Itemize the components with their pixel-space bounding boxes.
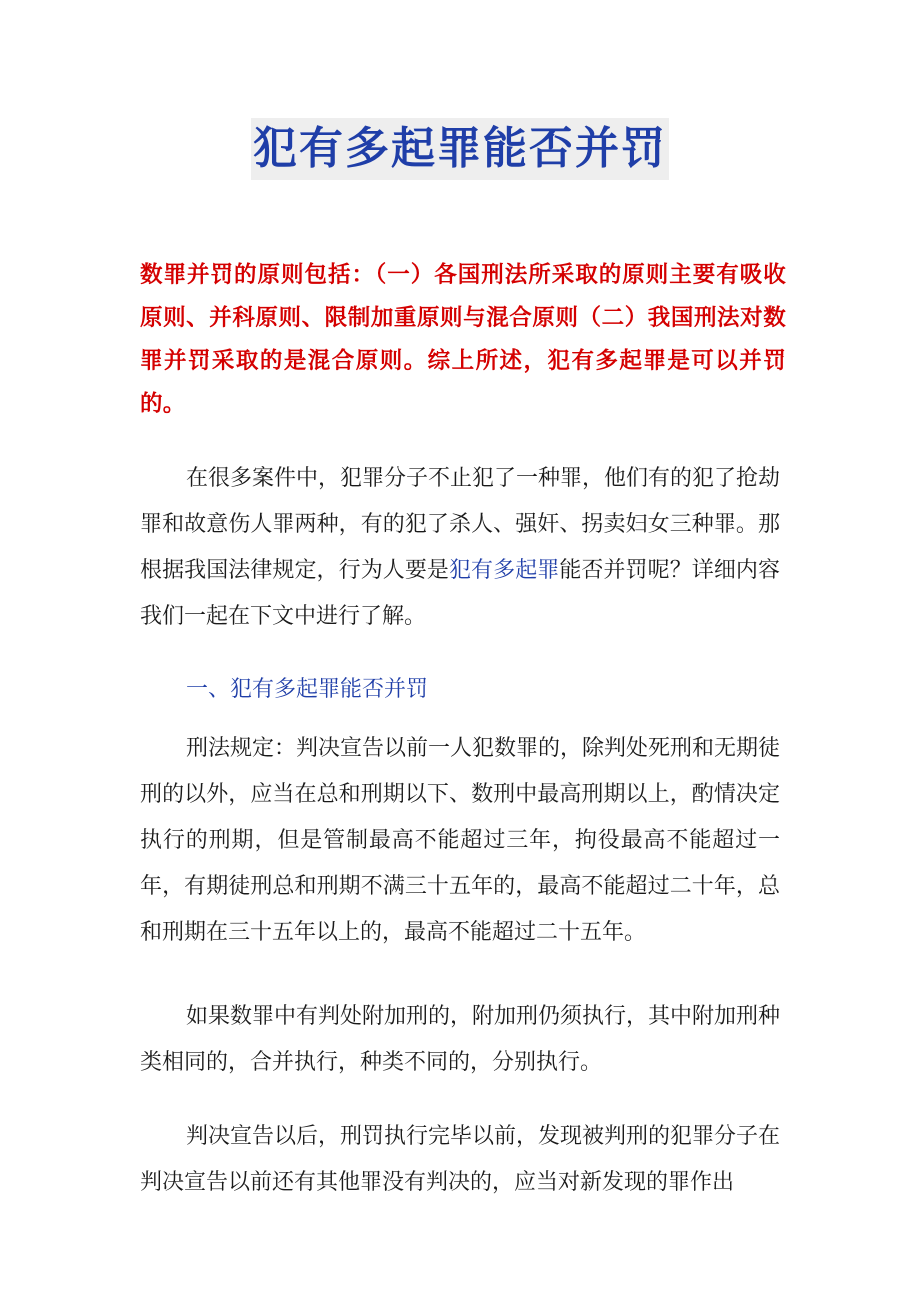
body-paragraph: 如果数罪中有判处附加刑的，附加刑仍须执行，其中附加刑种类相同的，合并执行，种类不同的，分别执行。: [140, 1004, 781, 1075]
intro-text-before-link: 在很多案件中，犯罪分子不止犯了一种罪，他们有的犯了抢劫罪和故意伤人罪两种，有的犯了杀人、强奸、拐卖妇女三种罪。那根据我国法律规定，行为人要是: [140, 466, 781, 583]
intro-paragraph: [140, 456, 780, 640]
body-paragraph: 判决宣告以后，刑罚执行完毕以前，发现被判刑的犯罪分子在判决宣告以前还有其他罪没有判决的，应当对新发现的罪作出: [140, 1124, 781, 1195]
title-container: [0, 118, 920, 180]
summary-paragraph: 数罪并罚的原则包括：（一）各国刑法所采取的原则主要有吸收原则、并科原则、限制加重原则与混合原则（二）我国刑法对数罪并罚采取的是混合原则。综上所述，犯有多起罪是可以并罚的。: [140, 262, 786, 417]
section-heading: 一、犯有多起罪能否并罚: [186, 677, 429, 702]
intro-text-after-link: 能否并罚呢？详细内容我们一起在下文中进行了解。: [140, 558, 780, 629]
page-title: 犯有多起罪能否并罚: [251, 118, 669, 180]
topic-link[interactable]: 犯有多起罪: [448, 558, 560, 583]
body-paragraph: 刑法规定：判决宣告以前一人犯数罪的，除判处死刑和无期徒刑的以外，应当在总和刑期以下、数刑中最高刑期以上，酌情决定执行的刑期，但是管制最高不能超过三年，拘役最高不能超过一年，有期徒刑总和刑期不满三十五年的，最高不能超过二十年，总和刑期在三十五年以上的，最高不能超过二十五年。: [140, 736, 781, 945]
